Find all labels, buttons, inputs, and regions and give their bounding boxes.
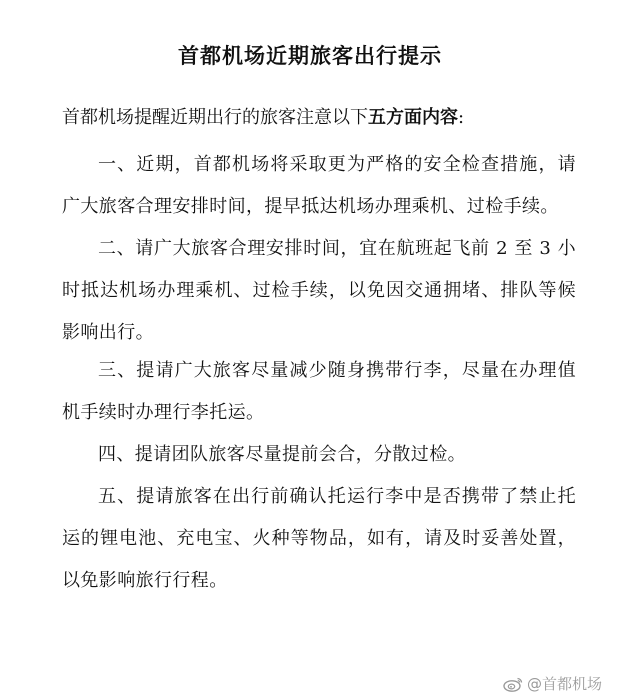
watermark-text: @首都机场 — [526, 675, 602, 693]
intro-emphasis: 五方面内容 — [368, 107, 458, 128]
weibo-watermark — [503, 673, 602, 694]
notice-item-5: 五、提请旅客在出行前确认托运行李中是否携带了禁止托运的锂电池、充电宝、火种等物品，如有，请及时妥善处置，以免影响旅行行程。 — [62, 486, 576, 591]
notice-item-2: 二、请广大旅客合理安排时间，宜在航班起飞前 2 至 3 小时抵达机场办理乘机、过检手续，以免因交通拥堵、排队等候影响出行。 — [62, 238, 576, 343]
notice-item-1: 一、近期，首都机场将采取更为严格的安全检查措施，请广大旅客合理安排时间，提早抵达机场办理乘机、过检手续。 — [62, 154, 576, 217]
intro-prefix: 首都机场提醒近期出行的旅客注意以下 — [62, 107, 368, 128]
notice-item-3: 三、提请广大旅客尽量减少随身携带行李，尽量在办理值机手续时办理行李托运。 — [62, 360, 576, 423]
weibo-icon — [503, 676, 523, 692]
intro-suffix: : — [458, 107, 465, 128]
notice-item-4: 四、提请团队旅客尽量提前会合，分散过检。 — [98, 444, 466, 465]
intro-paragraph — [62, 105, 582, 130]
page-title: 首都机场近期旅客出行提示 — [178, 44, 442, 68]
